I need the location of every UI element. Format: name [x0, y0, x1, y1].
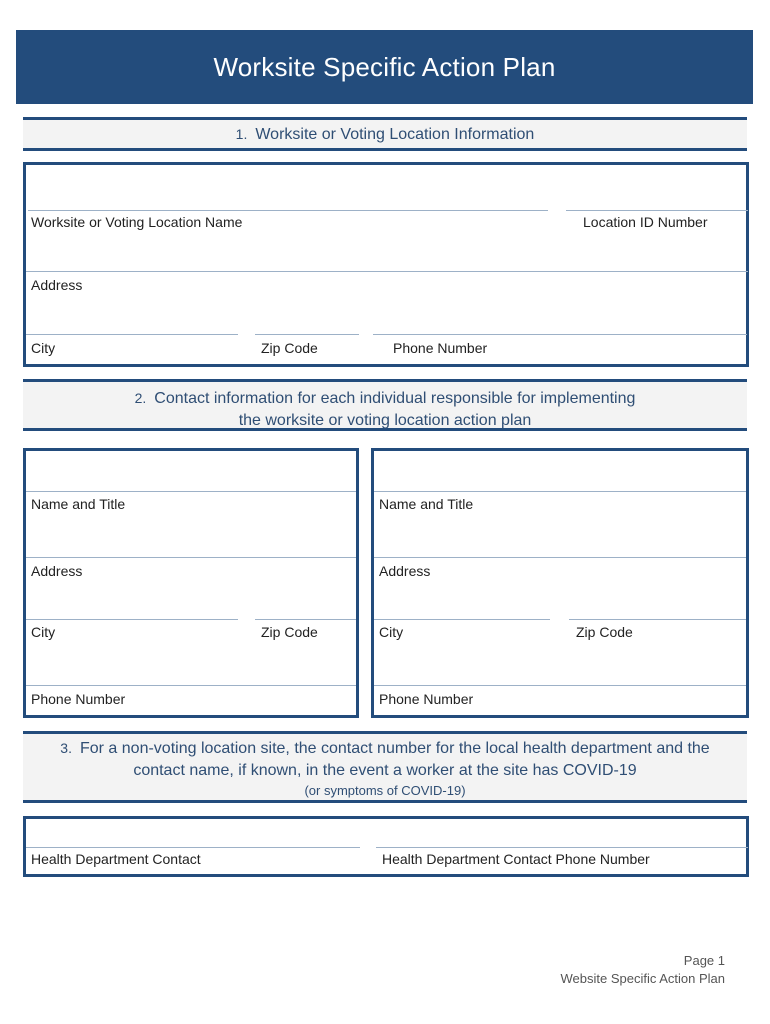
left-address-field[interactable]	[28, 521, 354, 557]
health-dept-contact-field[interactable]	[28, 821, 358, 847]
footer	[560, 952, 725, 988]
health-dept-phone-label: Health Department Contact Phone Number	[382, 851, 650, 867]
right-city-label: City	[379, 624, 404, 640]
right-address-line	[374, 557, 746, 558]
left-city-line	[26, 619, 238, 620]
left-name-line	[26, 491, 356, 492]
location-name-field[interactable]	[28, 175, 548, 211]
location-name-label: Worksite or Voting Location Name	[31, 214, 243, 230]
section-1-number: 1.	[235, 126, 248, 142]
contact-right-box	[371, 448, 749, 718]
section-2-number: 2.	[134, 390, 147, 406]
footer-document-name: Website Specific Action Plan	[560, 971, 725, 986]
health-phone-line	[376, 847, 748, 848]
left-address-label: Address	[31, 563, 83, 579]
page-title	[16, 30, 753, 104]
health-dept-box	[23, 816, 749, 877]
section-3-heading-line2: contact name, if known, in the event a worker at the site has COVID-19	[133, 762, 637, 779]
location-address-label: Address	[31, 277, 83, 293]
left-zip-field[interactable]	[255, 585, 355, 619]
section-3-number: 3.	[60, 740, 72, 756]
left-phone-line	[26, 685, 356, 686]
city-line	[26, 334, 238, 335]
location-zip-label: Zip Code	[261, 340, 318, 356]
location-city-label: City	[31, 340, 56, 356]
health-contact-line	[26, 847, 360, 848]
page-number: Page 1	[683, 953, 725, 968]
health-dept-phone-field[interactable]	[376, 821, 744, 847]
section-1-header	[23, 117, 747, 151]
location-phone-label: Phone Number	[393, 340, 488, 356]
right-city-field[interactable]	[376, 585, 550, 619]
location-phone-field[interactable]	[373, 301, 747, 335]
contact-left-box	[23, 448, 359, 718]
phone-line	[373, 334, 747, 335]
zip-line	[255, 334, 359, 335]
section-3-heading-line1: For a non-voting location site, the contact number for the local health department and the	[79, 740, 710, 757]
section-1-box	[23, 162, 749, 367]
right-name-title-label: Name and Title	[379, 496, 474, 512]
left-phone-field[interactable]	[28, 651, 354, 685]
section-1-heading: Worksite or Voting Location Information	[255, 126, 535, 143]
health-dept-contact-label: Health Department Contact	[31, 851, 201, 867]
location-zip-field[interactable]	[255, 301, 359, 335]
location-city-field[interactable]	[28, 301, 238, 335]
section-3-header	[23, 731, 747, 803]
right-name-line	[374, 491, 746, 492]
left-address-line	[26, 557, 356, 558]
right-phone-field[interactable]	[376, 651, 744, 685]
left-zip-label: Zip Code	[261, 624, 318, 640]
location-address-field[interactable]	[28, 237, 746, 273]
location-id-line	[566, 210, 748, 211]
right-phone-label: Phone Number	[379, 691, 474, 707]
right-phone-line	[374, 685, 746, 686]
section-3-heading-line3: (or symptoms of COVID-19)	[304, 783, 466, 798]
right-zip-label: Zip Code	[576, 624, 633, 640]
section-2-heading-line1: Contact information for each individual responsible for implementing	[154, 390, 636, 407]
page-title-text: Worksite Specific Action Plan	[213, 51, 556, 82]
right-address-label: Address	[379, 563, 431, 579]
left-name-title-field[interactable]	[28, 455, 354, 491]
right-address-field[interactable]	[376, 521, 744, 557]
location-id-field[interactable]	[566, 175, 748, 211]
left-city-field[interactable]	[28, 585, 238, 619]
location-id-label: Location ID Number	[583, 214, 708, 230]
left-phone-label: Phone Number	[31, 691, 126, 707]
right-zip-field[interactable]	[569, 585, 744, 619]
left-name-title-label: Name and Title	[31, 496, 126, 512]
left-city-label: City	[31, 624, 56, 640]
right-zip-line	[569, 619, 746, 620]
address-top-line	[26, 271, 748, 272]
left-zip-line	[255, 619, 356, 620]
section-2-header	[23, 379, 747, 431]
location-name-line	[28, 210, 548, 211]
section-2-heading-line2: the worksite or voting location action plan	[238, 412, 532, 429]
right-city-line	[374, 619, 550, 620]
right-name-title-field[interactable]	[376, 455, 744, 491]
